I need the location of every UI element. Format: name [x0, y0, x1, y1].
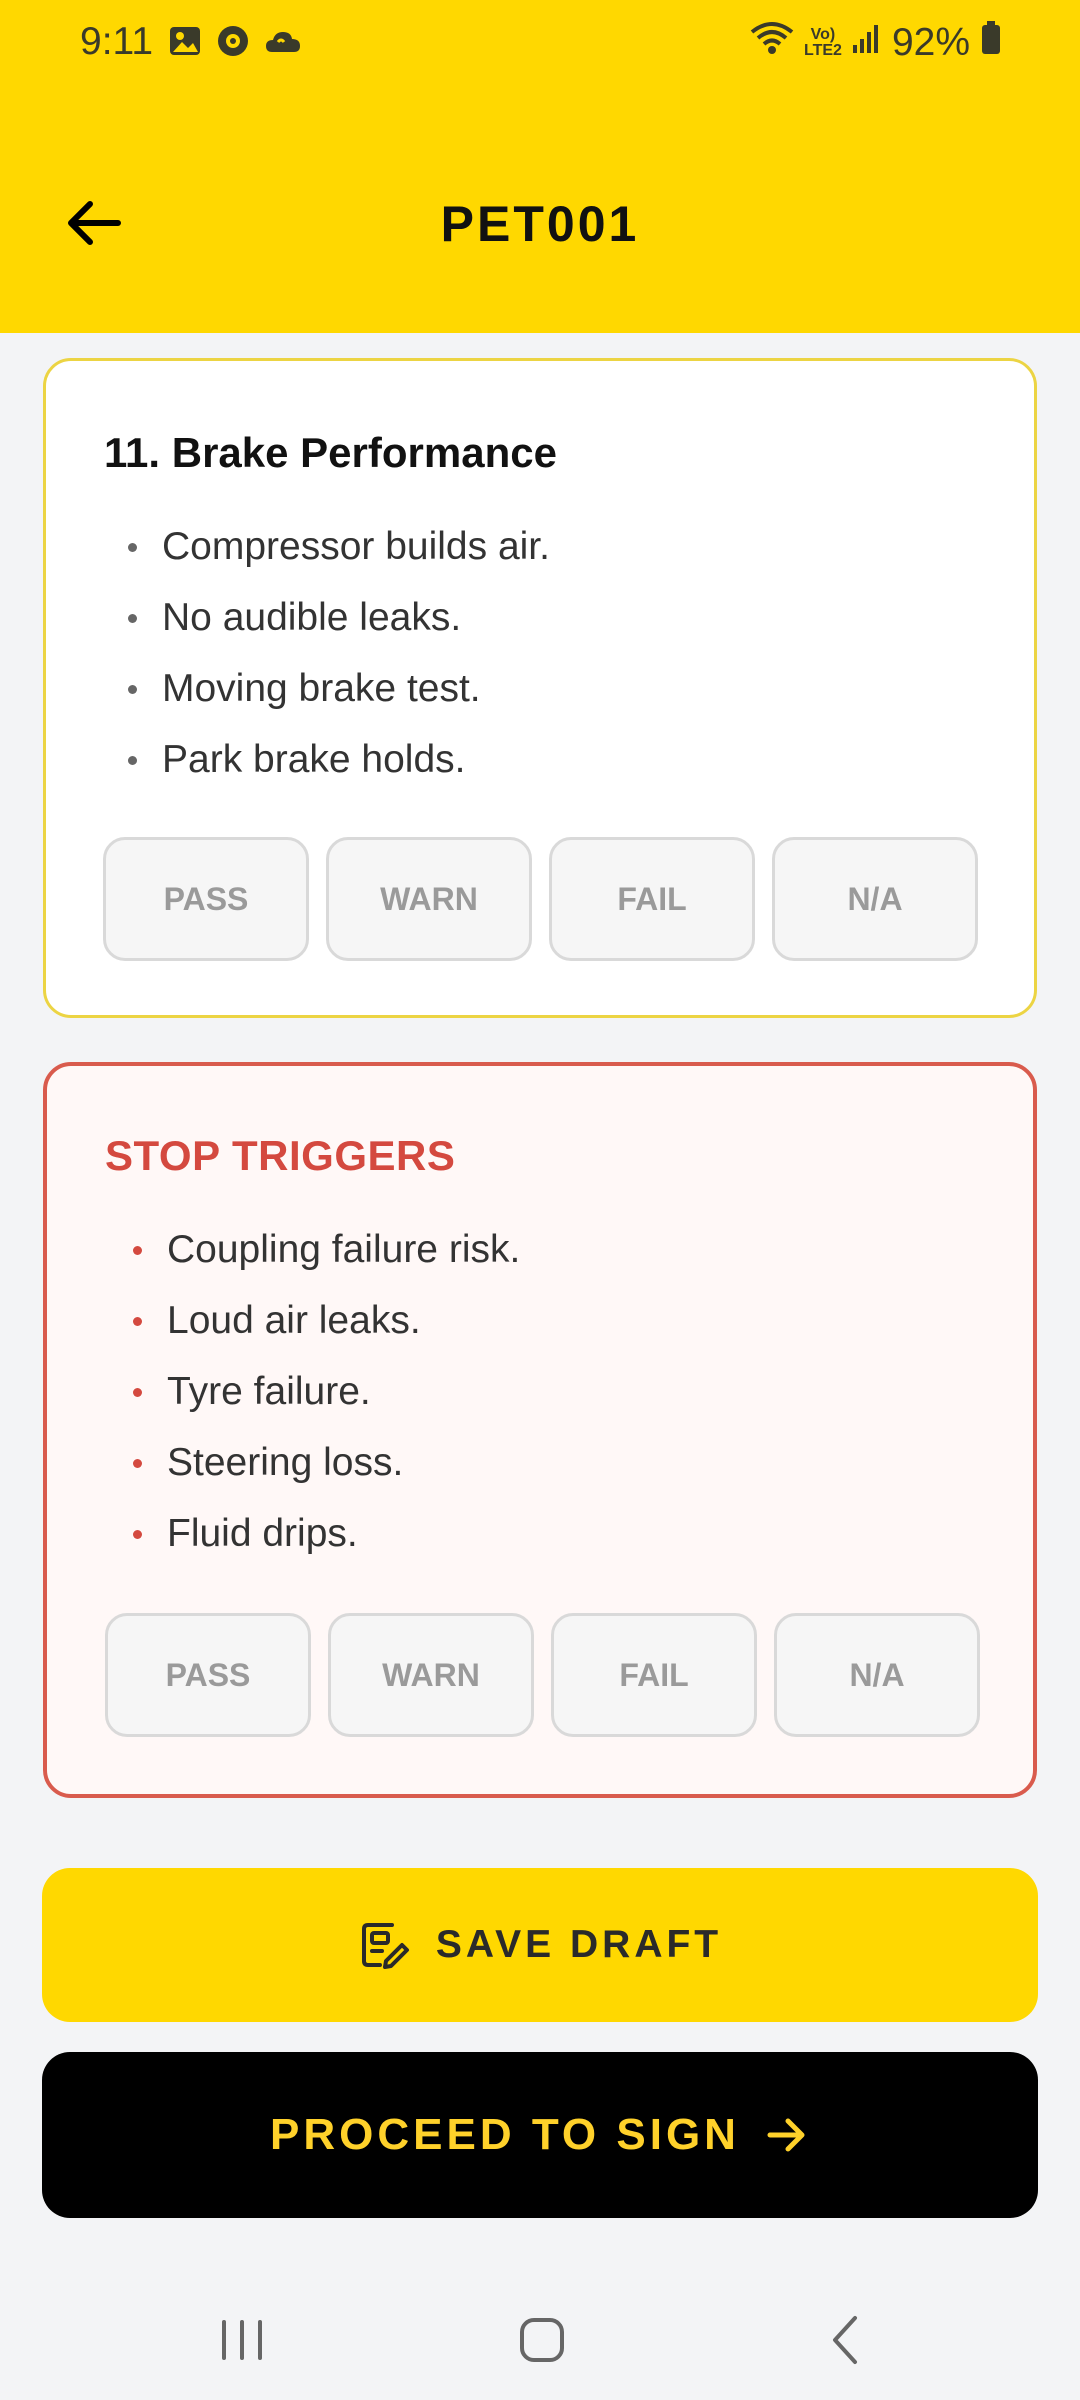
- recent-apps-button[interactable]: [212, 2310, 272, 2370]
- checklist: [126, 511, 550, 795]
- edit-document-icon: [358, 1919, 410, 1971]
- volte-icon: Vo) LTE2: [804, 26, 842, 59]
- list-item: Moving brake test.: [126, 653, 550, 724]
- cloud-icon: [264, 24, 298, 58]
- brake-performance-card: [43, 358, 1037, 1018]
- battery-percent: 92%: [891, 21, 970, 64]
- result-options: [103, 837, 978, 961]
- fail-button[interactable]: FAIL: [551, 1613, 757, 1737]
- status-bar: [0, 0, 1080, 86]
- warn-button[interactable]: WARN: [328, 1613, 534, 1737]
- na-button[interactable]: N/A: [774, 1613, 980, 1737]
- pass-button[interactable]: PASS: [103, 837, 309, 961]
- checklist: [131, 1214, 520, 1569]
- proceed-to-sign-button[interactable]: [42, 2052, 1038, 2218]
- network-label: LTE2: [804, 42, 842, 59]
- app-header: [0, 0, 1080, 333]
- proceed-label: PROCEED TO SIGN: [270, 2110, 740, 2159]
- list-item: No audible leaks.: [126, 582, 550, 653]
- messenger-icon: [216, 24, 250, 58]
- system-icons: [750, 20, 1002, 66]
- list-item: Loud air leaks.: [131, 1285, 520, 1356]
- warn-button[interactable]: WARN: [326, 837, 532, 961]
- save-draft-button[interactable]: [42, 1868, 1038, 2022]
- system-navigation-bar: [0, 2280, 1080, 2400]
- wifi-icon: [750, 20, 794, 66]
- card-title: STOP TRIGGERS: [105, 1132, 456, 1179]
- home-icon: [512, 2310, 572, 2370]
- card-title: 11. Brake Performance: [104, 429, 557, 476]
- list-item: Park brake holds.: [126, 724, 550, 795]
- stop-triggers-card: [43, 1062, 1037, 1798]
- pass-button[interactable]: PASS: [105, 1613, 311, 1737]
- result-options: [105, 1613, 980, 1737]
- fail-button[interactable]: FAIL: [549, 837, 755, 961]
- list-item: Steering loss.: [131, 1427, 520, 1498]
- arrow-right-icon: [764, 2112, 810, 2158]
- notification-icons: [168, 24, 298, 58]
- image-icon: [168, 24, 202, 58]
- list-item: Coupling failure risk.: [131, 1214, 520, 1285]
- page-title: PET001: [440, 196, 640, 252]
- system-back-button[interactable]: [815, 2310, 875, 2370]
- home-button[interactable]: [512, 2310, 572, 2370]
- list-item: Compressor builds air.: [126, 511, 550, 582]
- save-draft-label: SAVE DRAFT: [435, 1923, 723, 1966]
- na-button[interactable]: N/A: [772, 837, 978, 961]
- status-time: 9:11: [80, 20, 154, 63]
- chevron-left-icon: [815, 2310, 875, 2370]
- list-item: Tyre failure.: [131, 1356, 520, 1427]
- list-item: Fluid drips.: [131, 1498, 520, 1569]
- signal-icon: [852, 22, 882, 65]
- battery-icon: [980, 20, 1002, 66]
- recent-apps-icon: [212, 2310, 272, 2370]
